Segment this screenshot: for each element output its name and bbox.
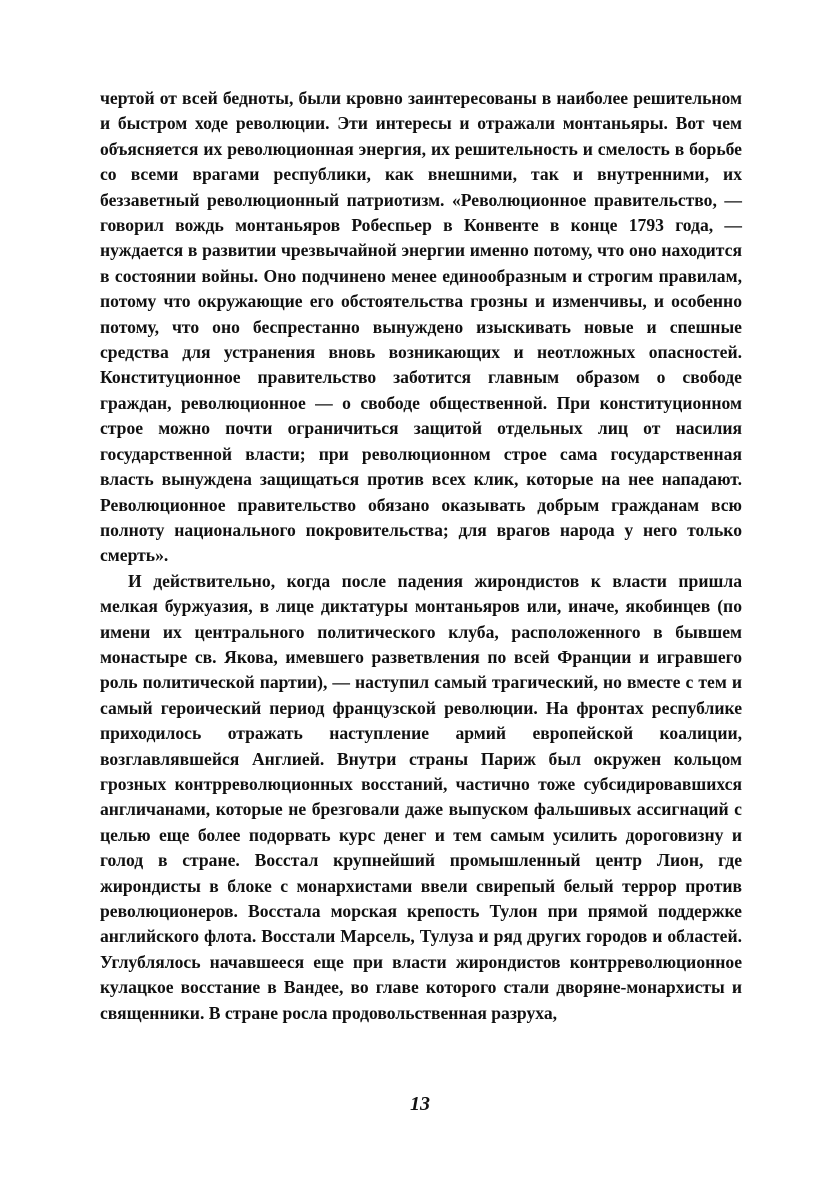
body-text — [100, 86, 742, 1026]
page-number: 13 — [410, 1093, 430, 1115]
paragraph-2: И действительно, когда после падения жирондистов к власти пришла мелкая буржуазия, в лице диктатуры монтаньяров или, иначе, якобинцев (по имени их центрального политического клуба, расположенного в бывшем монастыре св. Якова, имевшего разветвления по всей Франции и игравшего роль политической партии), — наступил самый трагический, но вместе с тем и самый героический период французской революции. На фронтах республике приходилось отражать наступление армий европейской коалиции, возглавлявшейся Англией. Внутри страны Париж был окружен кольцом грозных контрреволюционных восстаний, частично тоже субсидировавшихся англичанами, которые не брезговали даже выпуском фальшивых ассигнаций с целью еще более подорвать курс денег и тем самым усилить дороговизну и голод в стране. Восстал крупнейший промышленный центр Лион, где жирондисты в блоке с монархистами ввели свирепый белый террор против революционеров. Восстала морская крепость Тулон при прямой поддержке английского флота. Восстали Марсель, Тулуза и ряд других городов и областей. Углублялось начавшееся еще при власти жирондистов контрреволюционное кулацкое восстание в Вандее, во главе которого стали дворяне-монархисты и священники. В стране росла продовольственная разруха, — [100, 570, 742, 1023]
paragraph-1: чертой от всей бедноты, были кровно заинтересованы в наиболее решительном и быстром ходе революции. Эти интересы и отражали монтаньяры. Вот чем объясняется их революционная энергия, их решительность и смелость в борьбе со всеми врагами республики, как внешними, так и внутренними, их беззаветный революционный патриотизм. «Революционное правительство, — говорил вождь монтаньяров Робеспьер в Конвенте в конце 1793 года, — нуждается в развитии чрезвычайной энергии именно потому, что оно находится в состоянии войны. Оно подчинено менее единообразным и строгим правилам, потому что окружающие его обстоятельства грозны и изменчивы, и особенно потому, что оно беспрестанно вынуждено изыскивать новые и спешные средства для устранения вновь возникающих и неотложных опасностей. Конституционное правительство заботится главным образом о свободе граждан, революционное — о свободе общественной. При конституционном строе можно почти ограничиться защитой отдельных лиц от насилия государственной власти; при революционном строе сама государственная власть вынуждена защищаться против всех клик, которые на нее нападают. Революционное правительство обязано оказывать добрым гражданам всю полноту национального покровительства; для врагов народа у него только смерть». — [100, 88, 742, 566]
